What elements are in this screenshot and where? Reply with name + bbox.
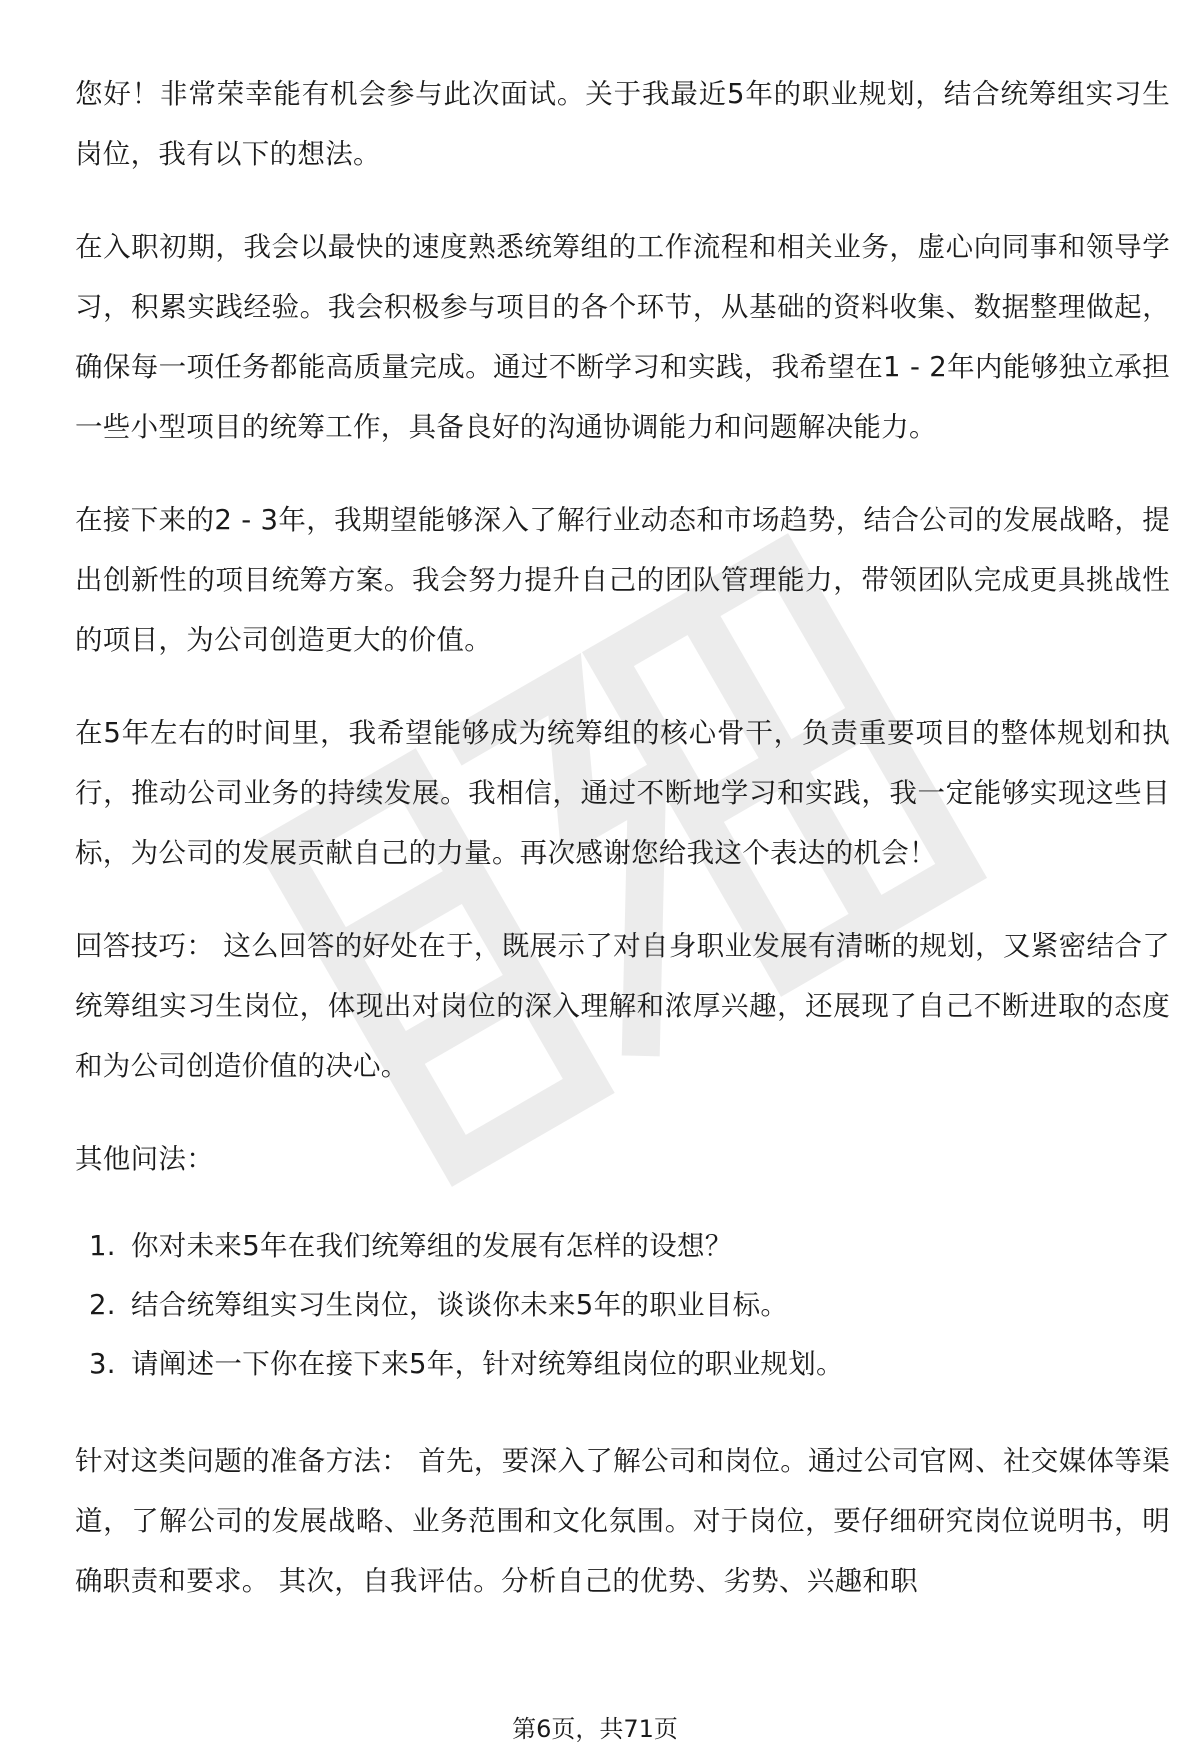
list-item: [75, 1276, 1170, 1335]
list-item-number: 3.: [89, 1348, 116, 1380]
list-item: [75, 1335, 1170, 1394]
intro-paragraph: 您好！非常荣幸能有机会参与此次面试。关于我最近5年的职业规划，结合统筹组实习生岗位，我有以下的想法。: [75, 78, 1170, 170]
list-item-number: 1.: [89, 1230, 116, 1262]
alt-questions-list: [75, 1217, 1170, 1394]
list-item-number: 2.: [89, 1289, 116, 1321]
list-item-text: 请阐述一下你在接下来5年，针对统筹组岗位的职业规划。: [131, 1348, 844, 1380]
stage3-paragraph: 在5年左右的时间里，我希望能够成为统筹组的核心骨干，负责重要项目的整体规划和执行，推动公司业务的持续发展。我相信，通过不断地学习和实践，我一定能够实现这些目标，为公司的发展贡献自己的力量。再次感谢您给我这个表达的机会！: [75, 717, 1170, 869]
tips-paragraph: 回答技巧： 这么回答的好处在于，既展示了对自身职业发展有清晰的规划，又紧密结合了统筹组实习生岗位，体现出对岗位的深入理解和浓厚兴趣，还展现了自己不断进取的态度和为公司创造价值的决心。: [75, 930, 1170, 1082]
list-item-text: 结合统筹组实习生岗位，谈谈你未来5年的职业目标。: [131, 1289, 789, 1321]
stage2-paragraph: 在接下来的2 - 3年，我期望能够深入了解行业动态和市场趋势，结合公司的发展战略，提出创新性的项目统筹方案。我会努力提升自己的团队管理能力，带领团队完成更具挑战性的项目，为公司创造更大的价值。: [75, 504, 1170, 656]
prep-paragraph: 针对这类问题的准备方法： 首先，要深入了解公司和岗位。通过公司官网、社交媒体等渠道，了解公司的发展战略、业务范围和文化氛围。对于岗位，要仔细研究岗位说明书，明确职责和要求。 其次，自我评估。分析自己的优势、劣势、兴趣和职: [75, 1445, 1170, 1597]
document-body: [75, 64, 1170, 1644]
stage1-paragraph: 在入职初期，我会以最快的速度熟悉统筹组的工作流程和相关业务，虚心向同事和领导学习，积累实践经验。我会积极参与项目的各个环节，从基础的资料收集、数据整理做起，确保每一项任务都能高质量完成。通过不断学习和实践，我希望在1 - 2年内能够独立承担一些小型项目的统筹工作，具备良好的沟通协调能力和问题解决能力。: [75, 231, 1170, 443]
list-item-text: 你对未来5年在我们统筹组的发展有怎样的设想？: [131, 1230, 733, 1262]
other-questions-heading: 其他问法：: [75, 1143, 214, 1175]
list-item: [75, 1217, 1170, 1276]
page-number: 第6页，共71页: [512, 1715, 678, 1743]
